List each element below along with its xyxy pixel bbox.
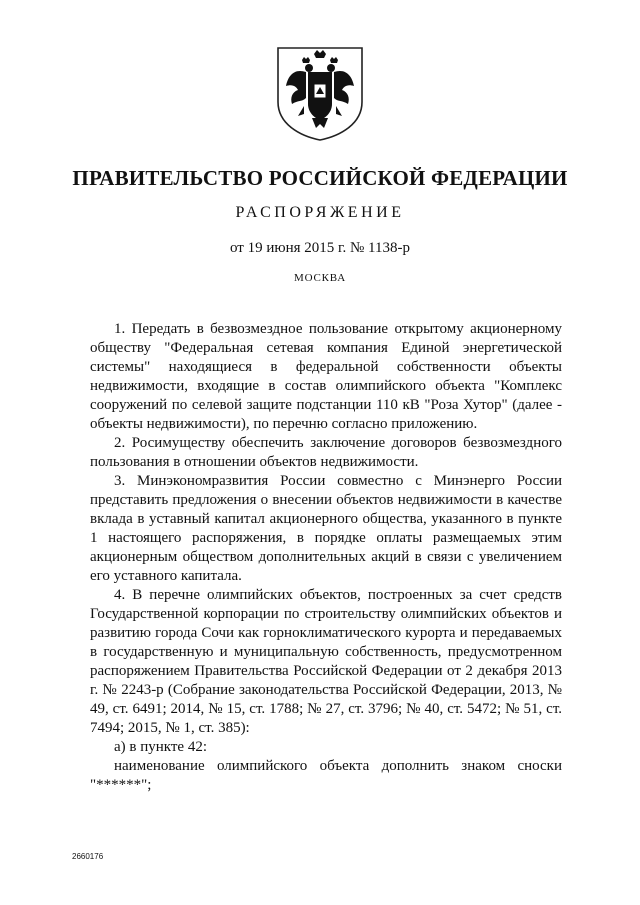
document-body xyxy=(90,320,562,795)
paragraph-4a-detail: наименование олимпийского объекта дополнить знаком сноски "******"; xyxy=(90,758,562,793)
paragraph-3: 3. Минэкономразвития России совместно с Минэнерго России представить предложения о внесении объектов недвижимости в качестве вклада в уставный капитал акционерного общества, указанного в пункте 1 настоящего распоряжения, в порядке оплаты размещаемых этим акционерным обществом дополнительных акций в связи с увеличением его уставного капитала. xyxy=(90,473,562,584)
document-date-number: от 19 июня 2015 г. № 1138-р xyxy=(230,240,410,256)
paragraph-2: 2. Росимуществу обеспечить заключение договоров безвозмездного пользования в отношении объектов недвижимости. xyxy=(90,435,562,470)
coat-of-arms-icon xyxy=(276,46,364,142)
document-city: МОСКВА xyxy=(294,272,346,284)
paragraph-1: 1. Передать в безвозмездное пользование открытому акционерному обществу "Федеральная сетевая компания Единой энергетической системы" находящиеся в федеральной собственности объекты недвижимости, входящие в состав олимпийского объекта "Комплекс сооружений по селевой защите подстанции 110 кВ "Роза Хутор" (далее - объекты недвижимости), по перечню согласно приложению. xyxy=(90,321,562,432)
document-code: 2660176 xyxy=(72,852,104,861)
paragraph-4: 4. В перечне олимпийских объектов, построенных за счет средств Государственной корпорации по строительству олимпийских объектов и развитию города Сочи как горноклиматического курорта и передаваемых в государственную и муниципальную собственность, предусмотренном распоряжением Правительства Российской Федерации от 2 декабря 2013 г. № 2243-р (Собрание законодательства Российской Федерации, 2013, № 49, ст. 6491; 2014, № 15, ст. 1788; № 27, ст. 3796; № 40, ст. 5472; № 51, ст. 7494; 2015, № 1, ст. 385): xyxy=(90,587,562,736)
government-title: ПРАВИТЕЛЬСТВО РОССИЙСКОЙ ФЕДЕРАЦИИ xyxy=(72,166,568,190)
document-type: РАСПОРЯЖЕНИЕ xyxy=(235,204,405,221)
paragraph-4a: а) в пункте 42: xyxy=(114,739,208,755)
